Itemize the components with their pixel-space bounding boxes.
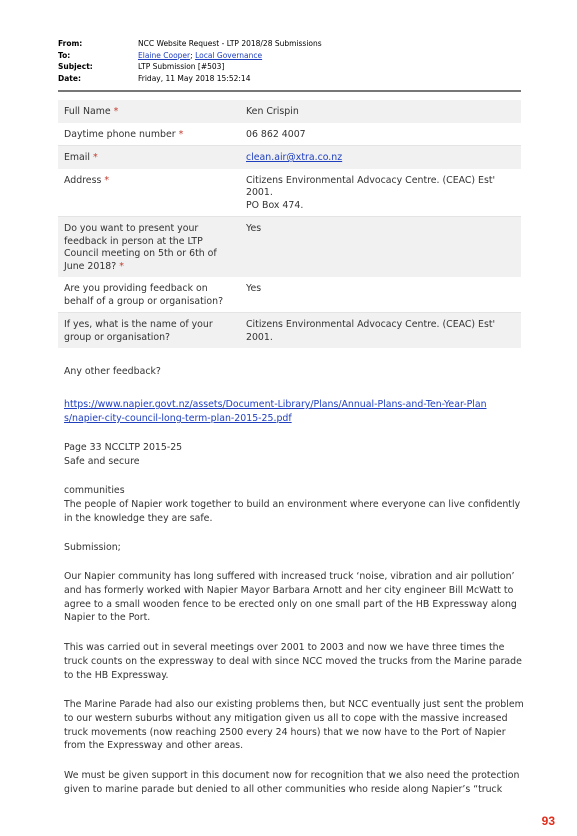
subject-value: LTP Submission [#503] [138, 62, 225, 71]
submission-label: Submission; [64, 542, 121, 553]
answer-group-name: Citizens Environmental Advocacy Centre. (CEAC) Est' 2001. [236, 313, 521, 349]
question-on-behalf-of-group: Are you providing feedback on behalf of a group or organisation? [58, 277, 236, 313]
header-subject-row [58, 61, 322, 73]
answer-present-in-person: Yes [236, 217, 521, 278]
required-marker: * [119, 260, 124, 272]
plan-document-link[interactable]: https://www.napier.govt.nz/assets/Document-Library/Plans/Annual-Plans-and-Ten-Year-Plans/napier-city-council-long-term-plan-2015-25.pdf [64, 399, 487, 424]
paragraph-5: We must be given support in this document now for recognition that we also need the protection given to marine parade but denied to all other communities who reside along Napier’s “truck [64, 770, 520, 795]
email-header [58, 38, 322, 84]
paragraph-4: The Marine Parade had also our existing problems then, but NCC eventually just sent the problem to our western suburbs without any mitigation given us all to cope with the massive increased truck movements (now reaching 2500 every 24 hours) that we now have to the Port of Napier from the Expressway and other areas. [64, 699, 524, 752]
to-separator: ; [190, 50, 193, 60]
header-divider [58, 90, 521, 92]
paragraph-1: The people of Napier work together to build an environment where everyone can live confidently in the knowledge they are safe. [64, 499, 521, 524]
form-row-full-name [58, 100, 521, 123]
feedback-question: Any other feedback? [64, 366, 161, 377]
page-reference: Page 33 NCCLTP 2015-25 [64, 442, 183, 453]
paragraph-3: This was carried out in several meetings over 2001 to 2003 and now we have three times the truck counts on the expressway to deal with since NCC moved the trucks from the Marine parade to the HB Expressway. [64, 642, 522, 681]
question-address: Address [64, 174, 102, 186]
to-value [138, 50, 262, 62]
from-value: NCC Website Request - LTP 2018/28 Submissions [138, 39, 322, 48]
date-label: Date: [58, 73, 81, 83]
required-marker: * [93, 152, 98, 163]
header-from-row [58, 38, 322, 50]
form-row-group-name [58, 313, 521, 349]
required-marker: * [178, 128, 184, 140]
required-marker: * [113, 106, 119, 117]
safe-and-secure: Safe and secure [64, 456, 140, 467]
from-label: From: [58, 39, 83, 48]
form-row-phone [58, 123, 521, 146]
form-row-on-behalf-of-group [58, 277, 521, 313]
answer-email-link[interactable]: clean.air@xtra.co.nz [246, 152, 343, 163]
form-row-address [58, 169, 521, 217]
date-value: Friday, 11 May 2018 15:52:14 [138, 73, 251, 83]
question-group-name: If yes, what is the name of your group or organisation? [58, 313, 236, 349]
answer-phone: 06 862 4007 [236, 123, 521, 146]
form-row-email [58, 146, 521, 169]
header-to-row [58, 50, 322, 62]
to-link-local-governance[interactable]: Local Governance [195, 50, 263, 60]
to-label: To: [58, 50, 71, 60]
question-present-in-person: Do you want to present your feedback in person at the LTP Council meeting on 5th or 6th of June 2018? [64, 223, 217, 272]
paragraph-2: Our Napier community has long suffered with increased truck ‘noise, vibration and air pollution’ and has formerly worked with Napier Mayor Barbara Arnott and her city engineer Bill McWatt to agree to a small wooden fence to be erected only on one small part of the HB Expressway along Napier to the Port. [64, 571, 517, 624]
submission-form-table [58, 100, 521, 348]
header-date-row [58, 73, 322, 85]
question-full-name: Full Name [64, 106, 111, 117]
page-number: 93 [541, 814, 555, 828]
question-email: Email [64, 152, 91, 163]
answer-address: Citizens Environmental Advocacy Centre. (CEAC) Est' 2001. PO Box 474. [236, 169, 521, 217]
answer-on-behalf-of-group: Yes [236, 277, 521, 313]
communities-heading: communities [64, 485, 125, 496]
to-link-elaine-cooper[interactable]: Elaine Cooper [138, 50, 191, 60]
required-marker: * [104, 174, 110, 186]
answer-full-name: Ken Crispin [236, 100, 521, 123]
subject-label: Subject: [58, 62, 93, 71]
question-phone: Daytime phone number [64, 128, 176, 140]
form-row-present-in-person [58, 217, 521, 278]
